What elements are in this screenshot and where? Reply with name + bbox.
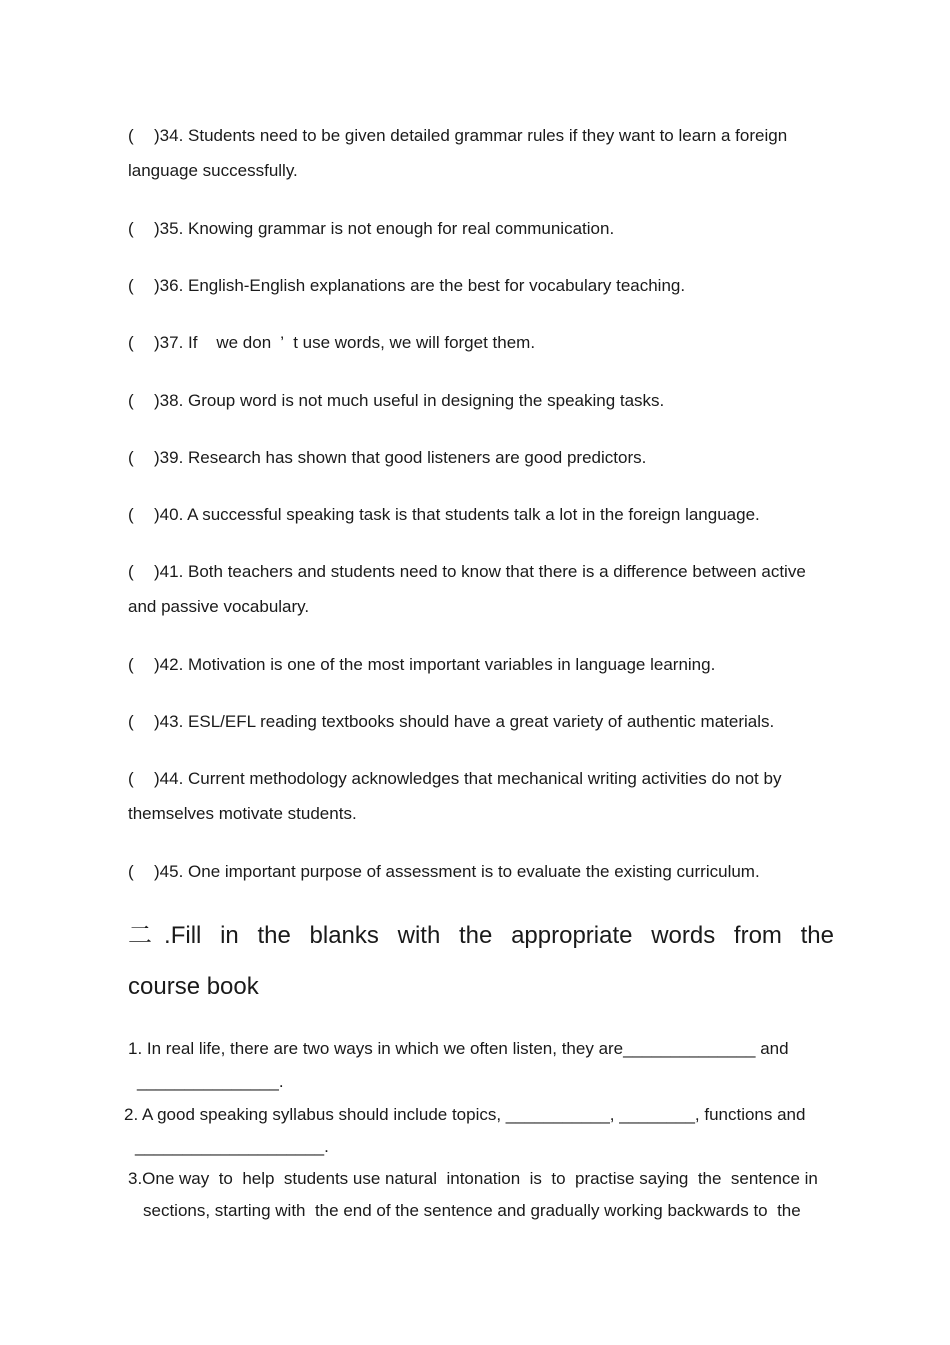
tf-item-42 [128,647,848,682]
fill-item-1 [128,1033,789,1065]
item-text: )42. Motivation is one of the most important variables in language learning. [154,655,716,674]
tf-item-39 [128,440,848,475]
answer-paren: ( [128,862,134,881]
item-text-continued: themselves motivate students. [128,804,357,823]
item-text: )37. If we don [154,333,272,352]
item-text: )41. Both teachers and students need to know that there is a difference between active [154,562,806,581]
item-text: )45. One important purpose of assessment is to evaluate the existing curriculum. [154,862,760,881]
item-text-continued: language successfully. [128,161,298,180]
tf-item-40 [128,497,848,532]
tf-item-41 [128,554,848,624]
answer-paren: ( [128,276,134,295]
apostrophe: ’ [280,333,285,352]
item-text: )43. ESL/EFL reading textbooks should have a great variety of authentic materials. [154,712,775,731]
fill-item-3-continued [143,1195,801,1227]
item-text: )40. A successful speaking task is that students talk a lot in the foreign language. [154,505,760,524]
answer-paren: ( [128,448,134,467]
tf-item-45 [128,854,848,889]
fill-item-text: 1. In real life, there are two ways in which we often listen, they are______________ and [128,1039,789,1058]
fill-item-text-continued: sections, starting with the end of the sentence and gradually working backwards to the [143,1201,801,1220]
section-heading-line2: course book [128,973,259,1000]
answer-paren: ( [128,391,134,410]
item-text-end: t use words, we will forget them. [293,333,536,352]
fill-item-text: 2. A good speaking syllabus should include topics, ___________, ________, functions and [124,1105,806,1124]
fill-item-text: 3.One way to help students use natural intonation is to practise saying the sentence in [128,1169,818,1188]
answer-paren: ( [128,219,134,238]
answer-paren: ( [128,505,134,524]
item-text: )38. Group word is not much useful in designing the speaking tasks. [154,391,665,410]
item-text: )44. Current methodology acknowledges that mechanical writing activities do not by [154,769,782,788]
item-text: )36. English-English explanations are the best for vocabulary teaching. [154,276,686,295]
section-heading-line1: 二.Fill in the blanks with the appropriate words from the [128,922,834,949]
tf-item-35 [128,211,848,246]
fill-item-text-continued: _______________. [137,1072,284,1091]
answer-paren: ( [128,333,134,352]
item-text: )39. Research has shown that good listeners are good predictors. [154,448,647,467]
tf-item-34 [128,118,848,188]
section-heading [128,910,834,1012]
item-text: )34. Students need to be given detailed grammar rules if they want to learn a foreign [154,126,788,145]
fill-item-1-blank [137,1066,284,1098]
tf-item-37 [128,325,848,360]
answer-paren: ( [128,655,134,674]
fill-item-3 [128,1163,818,1195]
answer-paren: ( [128,769,134,788]
tf-item-43 [128,704,848,739]
fill-item-2 [124,1099,805,1131]
answer-paren: ( [128,126,134,145]
fill-item-text-continued: ____________________. [135,1137,329,1156]
item-text: )35. Knowing grammar is not enough for real communication. [154,219,615,238]
tf-item-38 [128,383,848,418]
answer-paren: ( [128,562,134,581]
tf-item-36 [128,268,848,303]
answer-paren: ( [128,712,134,731]
fill-item-2-blank [135,1131,329,1163]
tf-item-44 [128,761,848,831]
item-text-continued: and passive vocabulary. [128,597,310,616]
